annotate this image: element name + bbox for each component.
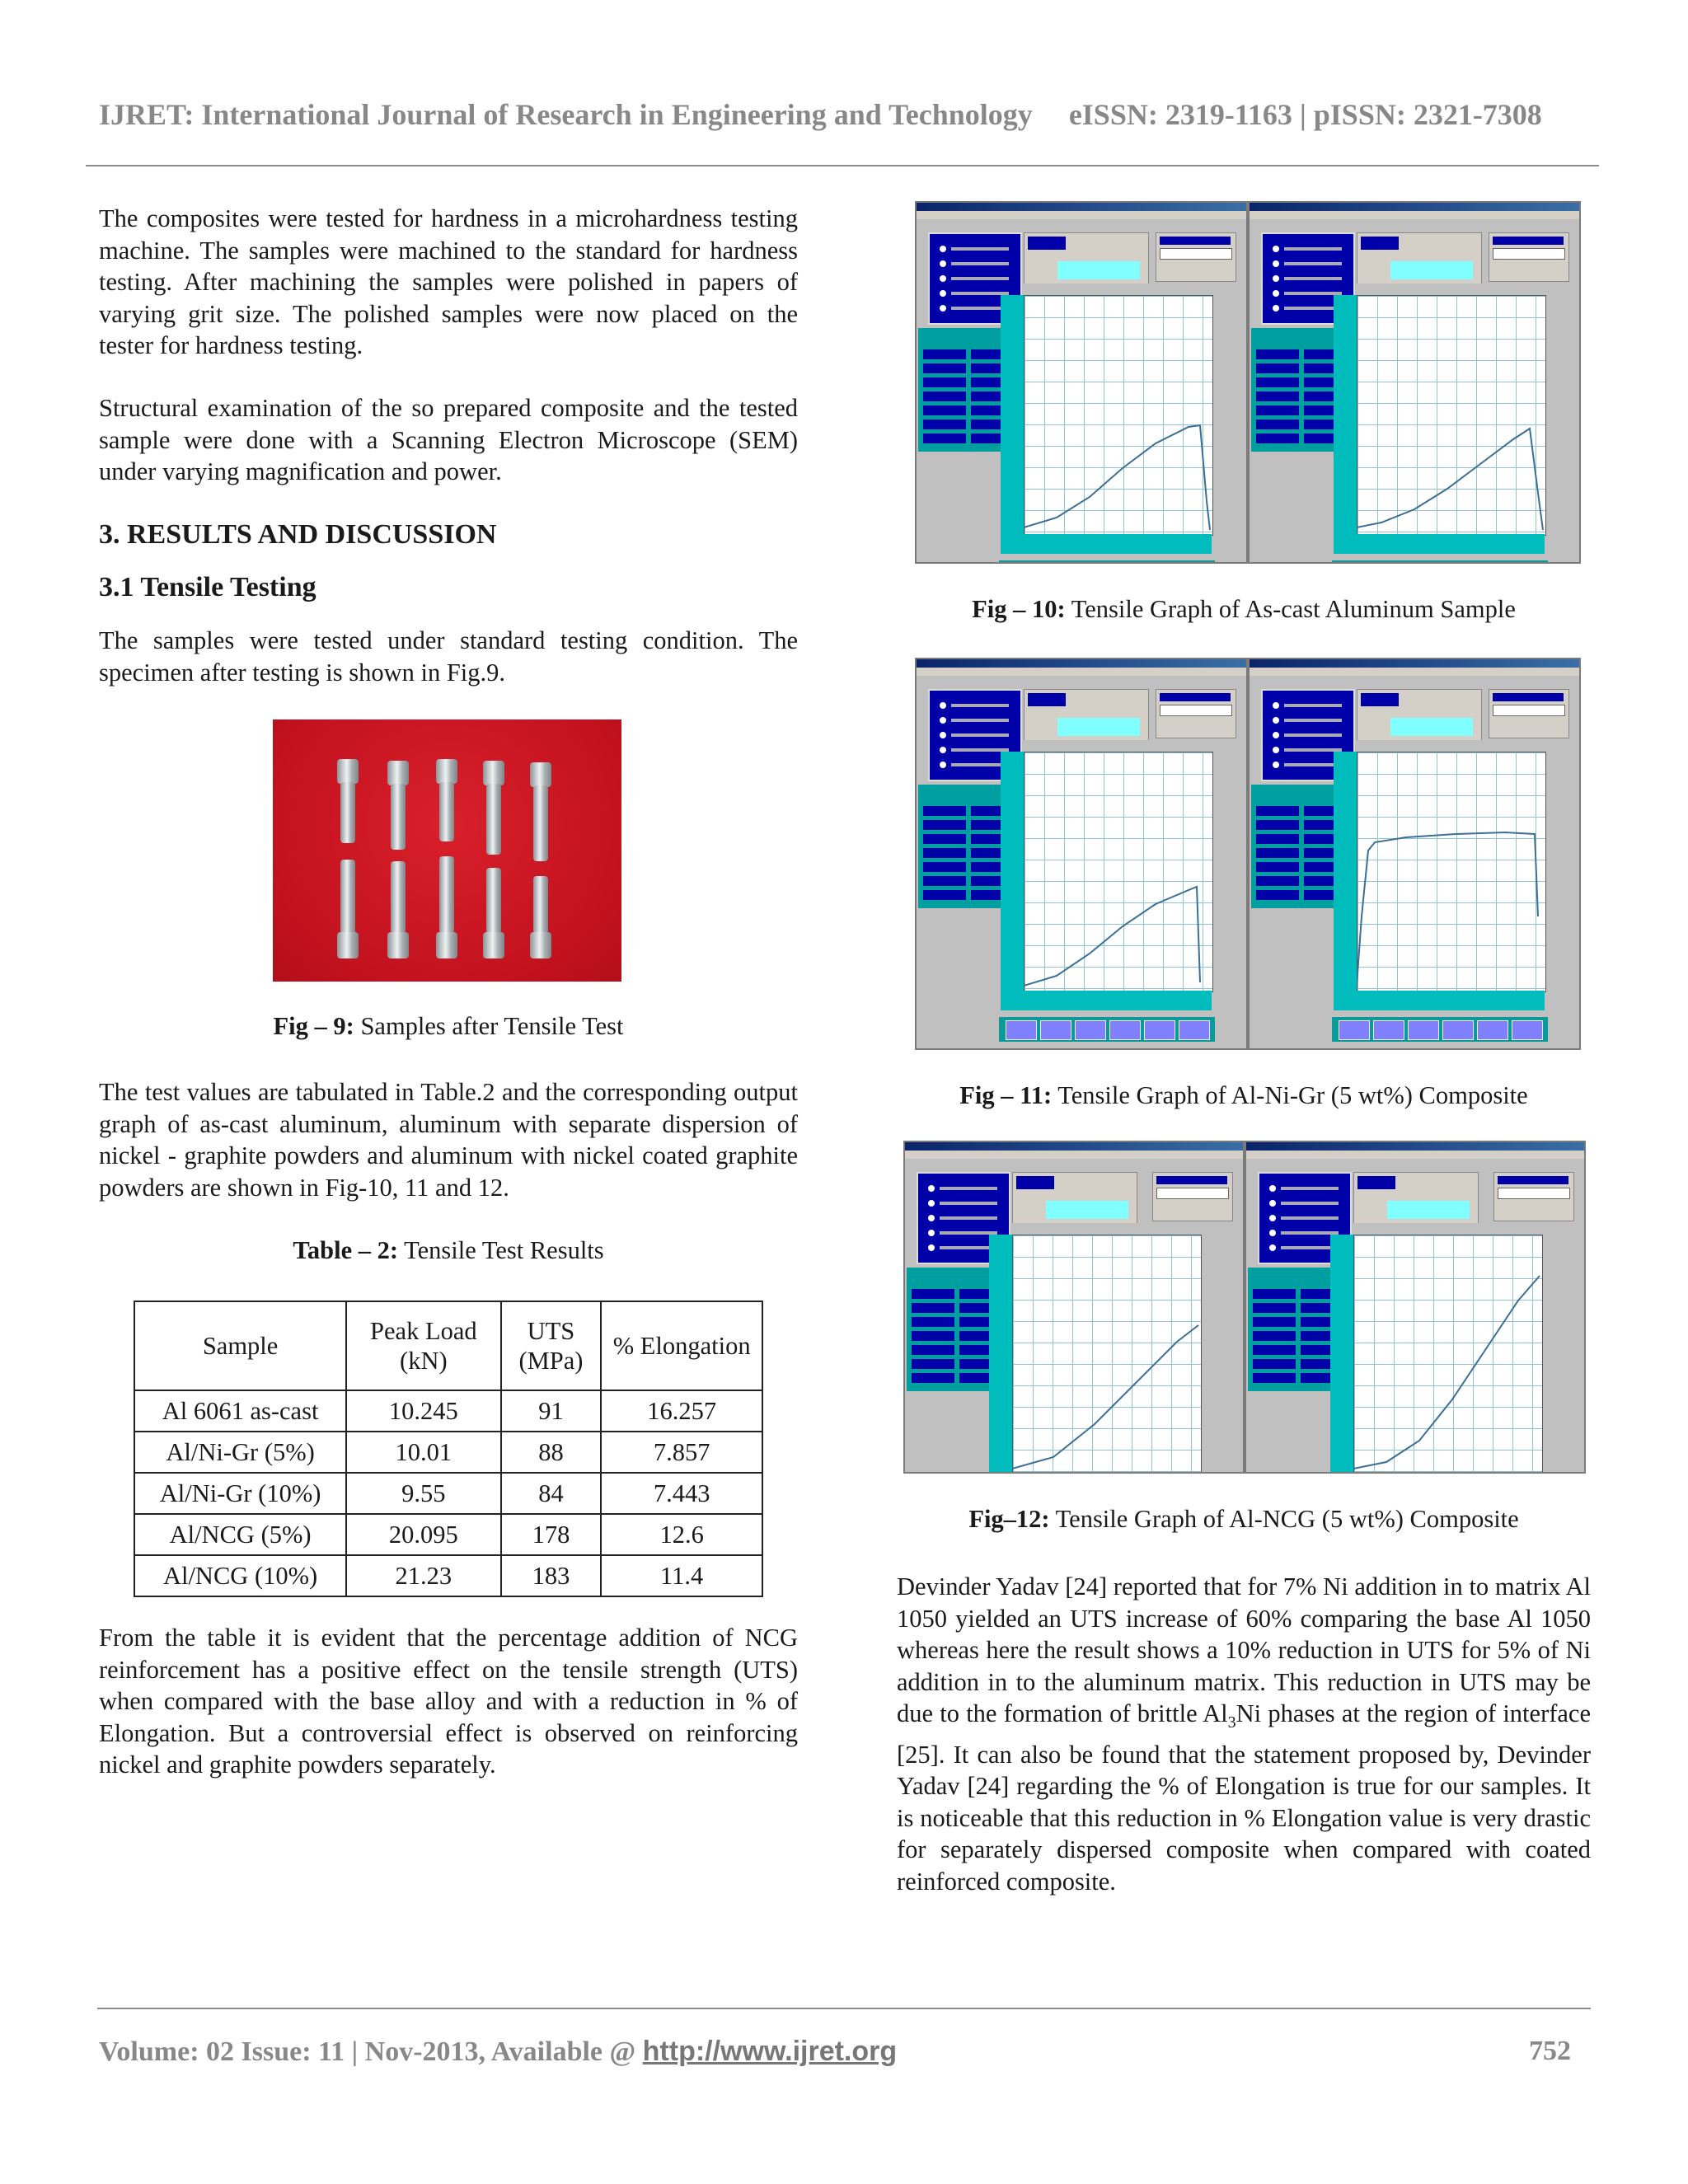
paragraph-hardness: The composites were tested for hardness in a microhardness testing machine. The samples were machined to the standard for hardness testing. After machining the samples were polished in papers of varying grit size. The polished samples were now placed on the tester for hardness testing. xyxy=(99,204,798,359)
table-header-cell: Sample xyxy=(134,1301,346,1390)
table2-label: Table – 2: xyxy=(293,1236,399,1264)
tensile-samples-photo xyxy=(273,719,621,982)
table-cell: 11.4 xyxy=(601,1555,762,1596)
fig12-caption xyxy=(897,1505,1591,1534)
table-cell: 84 xyxy=(501,1473,602,1514)
software-window xyxy=(915,201,1248,564)
table-cell: 16.257 xyxy=(601,1390,762,1432)
fig10-screenshot xyxy=(915,201,1578,564)
issn: eISSN: 2319-1163 | pISSN: 2321-7308 xyxy=(1068,98,1542,131)
table-header-cell: Peak Load (kN) xyxy=(346,1301,500,1390)
fig10-label: Fig – 10: xyxy=(972,595,1066,623)
table-cell: 178 xyxy=(501,1514,602,1555)
software-window xyxy=(1248,201,1581,564)
table-cell: Al/Ni-Gr (10%) xyxy=(134,1473,346,1514)
subsection-heading: 3.1 Tensile Testing xyxy=(99,572,316,602)
software-window xyxy=(915,658,1248,1050)
table-cell: 12.6 xyxy=(601,1514,762,1555)
table-cell: Al/NCG (5%) xyxy=(134,1514,346,1555)
fig11-screenshot xyxy=(915,658,1578,1050)
footer-volume-text: Volume: 02 Issue: 11 | Nov-2013, Available @ xyxy=(99,2036,643,2067)
footer-volume xyxy=(99,2036,897,2068)
table-cell: 10.245 xyxy=(346,1390,500,1432)
footer-rule xyxy=(97,2008,1591,2009)
table-cell: 7.443 xyxy=(601,1473,762,1514)
table-cell: 21.23 xyxy=(346,1555,500,1596)
fig10-caption xyxy=(897,595,1591,624)
table-cell: 88 xyxy=(501,1432,602,1473)
table-header-cell: % Elongation xyxy=(601,1301,762,1390)
table-cell: 91 xyxy=(501,1390,602,1432)
page-number: 752 xyxy=(1529,2036,1571,2066)
table-row xyxy=(134,1390,762,1432)
fig10-text: Tensile Graph of As-cast Aluminum Sample xyxy=(1065,595,1516,623)
table-cell: 20.095 xyxy=(346,1514,500,1555)
table-cell: Al/Ni-Gr (5%) xyxy=(134,1432,346,1473)
table-cell: 9.55 xyxy=(346,1473,500,1514)
fig9-text: Samples after Tensile Test xyxy=(354,1012,624,1040)
fig9-caption xyxy=(99,1012,798,1041)
fig12-screenshot xyxy=(903,1141,1582,1474)
fig12-label: Fig–12: xyxy=(968,1505,1050,1533)
discussion-subscript: 3 xyxy=(1227,1713,1236,1732)
discussion-text-a: Devinder Yadav [24] reported that for 7% Ni addition in to matrix Al 1050 yielded an UTS increase of 60% comparing the base Al 1050 whereas here the result shows a 10% reduction in UTS for 5% of Ni addition in to the aluminum matrix. This reduction in UTS may be due to the formation of brittle Al xyxy=(897,1572,1591,1727)
software-window xyxy=(1245,1141,1586,1474)
fig11-caption xyxy=(897,1081,1591,1110)
paragraph-test-values: The test values are tabulated in Table.2 and the corresponding output graph of as-cast aluminum, aluminum with separate dispersion of nickel - graphite powders and aluminum with nickel coated graphite powders are shown in Fig-10, 11 and 12. xyxy=(99,1078,798,1202)
table-header-row xyxy=(134,1301,762,1390)
header-rule xyxy=(86,165,1599,166)
table-cell: 7.857 xyxy=(601,1432,762,1473)
table2-caption xyxy=(99,1236,798,1265)
footer-url-link[interactable]: http://www.ijret.org xyxy=(642,2036,898,2067)
discussion-text-b: Ni phases at the region of interface [25]. It can also be found that the statement proposed by, Devinder Yadav [24] regarding the % of Elongation is true for our samples. It is noticeable that this reduction in % Elongation value is very drastic for separately dispersed composite when compared with coated reinforced composite. xyxy=(897,1699,1591,1896)
table-cell: 183 xyxy=(501,1555,602,1596)
table-cell: Al/NCG (10%) xyxy=(134,1555,346,1596)
tensile-results-table xyxy=(134,1301,763,1597)
fig11-label: Fig – 11: xyxy=(959,1081,1053,1109)
table-row xyxy=(134,1514,762,1555)
section-heading: 3. RESULTS AND DISCUSSION xyxy=(99,519,497,550)
table-cell: Al 6061 as-cast xyxy=(134,1390,346,1432)
journal-name: IJRET: International Journal of Research in Engineering and Technology xyxy=(99,98,1033,131)
table2-text: Tensile Test Results xyxy=(398,1236,604,1264)
paragraph-sem: Structural examination of the so prepared composite and the tested sample were done with a Scanning Electron Microscope (SEM) under varying magnification and power. xyxy=(99,394,798,485)
software-window xyxy=(903,1141,1245,1474)
table-row xyxy=(134,1555,762,1596)
paragraph-discussion xyxy=(897,1571,1591,1897)
paragraph-testing: The samples were tested under standard testing condition. The specimen after testing is shown in Fig.9. xyxy=(99,626,798,687)
running-header xyxy=(99,97,1607,132)
fig11-text: Tensile Graph of Al-Ni-Gr (5 wt%) Composite xyxy=(1052,1081,1528,1109)
table-cell: 10.01 xyxy=(346,1432,500,1473)
table-header-cell: UTS (MPa) xyxy=(501,1301,602,1390)
fig12-text: Tensile Graph of Al-NCG (5 wt%) Composite xyxy=(1049,1505,1519,1533)
table-row xyxy=(134,1432,762,1473)
fig9-label: Fig – 9: xyxy=(273,1012,354,1040)
software-window xyxy=(1248,658,1581,1050)
table-row xyxy=(134,1473,762,1514)
paragraph-table-conclusion: From the table it is evident that the percentage addition of NCG reinforcement has a positive effect on the tensile strength (UTS) when compared with the base alloy and with a reduction in % of Elongation. But a controversial effect is observed on reinforcing nickel and graphite powders separately. xyxy=(99,1624,798,1779)
